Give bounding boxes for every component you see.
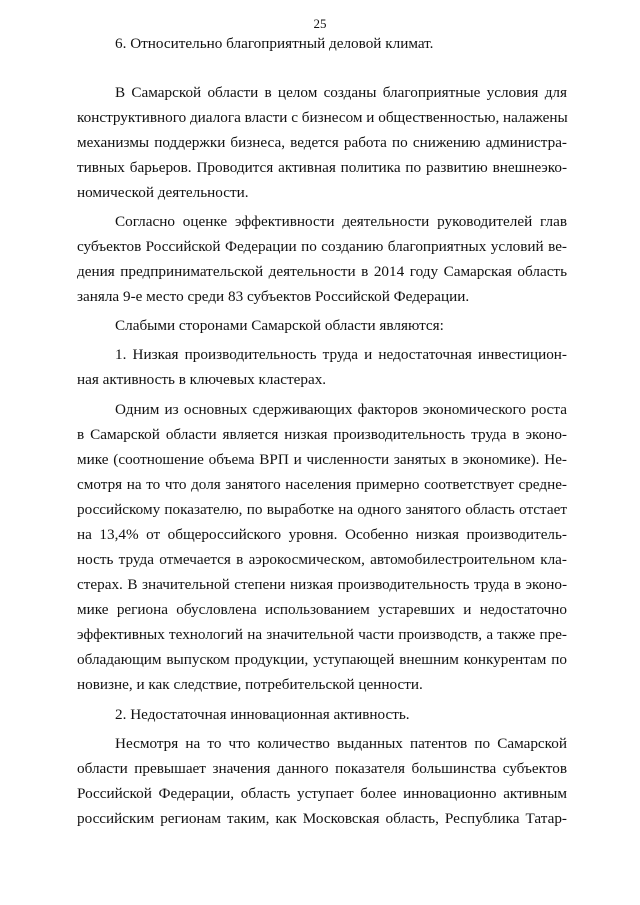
- text-line: тивных барьеров. Проводится активная политика по развитию внешнеэко-: [77, 159, 567, 176]
- text-line: области превышает значения данного показателя большинства субъектов: [77, 760, 567, 777]
- page-number: 25: [313, 16, 327, 31]
- text-line: конструктивного диалога власти с бизнесом и общественностью, налажены: [77, 109, 568, 126]
- text-line: ность труда отмечается в аэрокосмическом, автомобилестроительном кла-: [77, 551, 567, 568]
- text-line: дения предпринимательской деятельности в 2014 году Самарская область: [77, 263, 567, 280]
- text-line: стерах. В значительной степени низкая производительность труда в эконо-: [77, 576, 567, 593]
- text-line: Одним из основных сдерживающих факторов экономического роста: [115, 401, 567, 418]
- text-line: на 13,4% от общероссийского уровня. Особенно низкая производитель-: [77, 526, 567, 543]
- text-line: новизне, и как следствие, потребительской ценности.: [77, 676, 423, 693]
- text-line: 1. Низкая производительность труда и недостаточная инвестицион-: [115, 346, 567, 363]
- text-line: 6. Относительно благоприятный деловой климат.: [115, 35, 434, 52]
- text-line: 2. Недостаточная инновационная активность.: [115, 706, 410, 723]
- text-line: Слабыми сторонами Самарской области являются:: [115, 317, 444, 334]
- text-line: заняла 9-е место среди 83 субъектов Российской Федерации.: [77, 288, 470, 305]
- text-line: мике (соотношение объема ВРП и численности занятых в экономике). Не-: [77, 451, 567, 468]
- text-line: обладающим выпуском продукции, уступающей внешним конкурентам по: [77, 651, 567, 668]
- text-line: субъектов Российской Федерации по созданию благоприятных условий ве-: [77, 238, 567, 255]
- text-line: российским регионам таким, как Московская область, Республика Татар-: [77, 810, 567, 827]
- text-line: российскому показателю, по выработке на одного занятого область отстает: [77, 501, 567, 518]
- text-line: Согласно оценке эффективности деятельности руководителей глав: [115, 213, 567, 230]
- text-line: эффективных технологий на значительной части производств, а также пре-: [77, 626, 567, 643]
- text-line: механизмы поддержки бизнеса, ведется работа по снижению администра-: [77, 134, 567, 151]
- text-line: в Самарской области является низкая производительность труда в эконо-: [77, 426, 567, 443]
- text-line: номической деятельности.: [77, 184, 249, 201]
- text-line: В Самарской области в целом созданы благоприятные условия для: [115, 84, 567, 101]
- text-line: Российской Федерации, область уступает более инновационно активным: [77, 785, 567, 802]
- text-line: смотря на то что доля занятого населения примерно соответствует средне-: [77, 476, 567, 493]
- text-line: Несмотря на то что количество выданных патентов по Самарской: [115, 735, 567, 752]
- text-line: мике региона обусловлена использованием устаревших и недостаточно: [77, 601, 567, 618]
- text-line: ная активность в ключевых кластерах.: [77, 371, 327, 388]
